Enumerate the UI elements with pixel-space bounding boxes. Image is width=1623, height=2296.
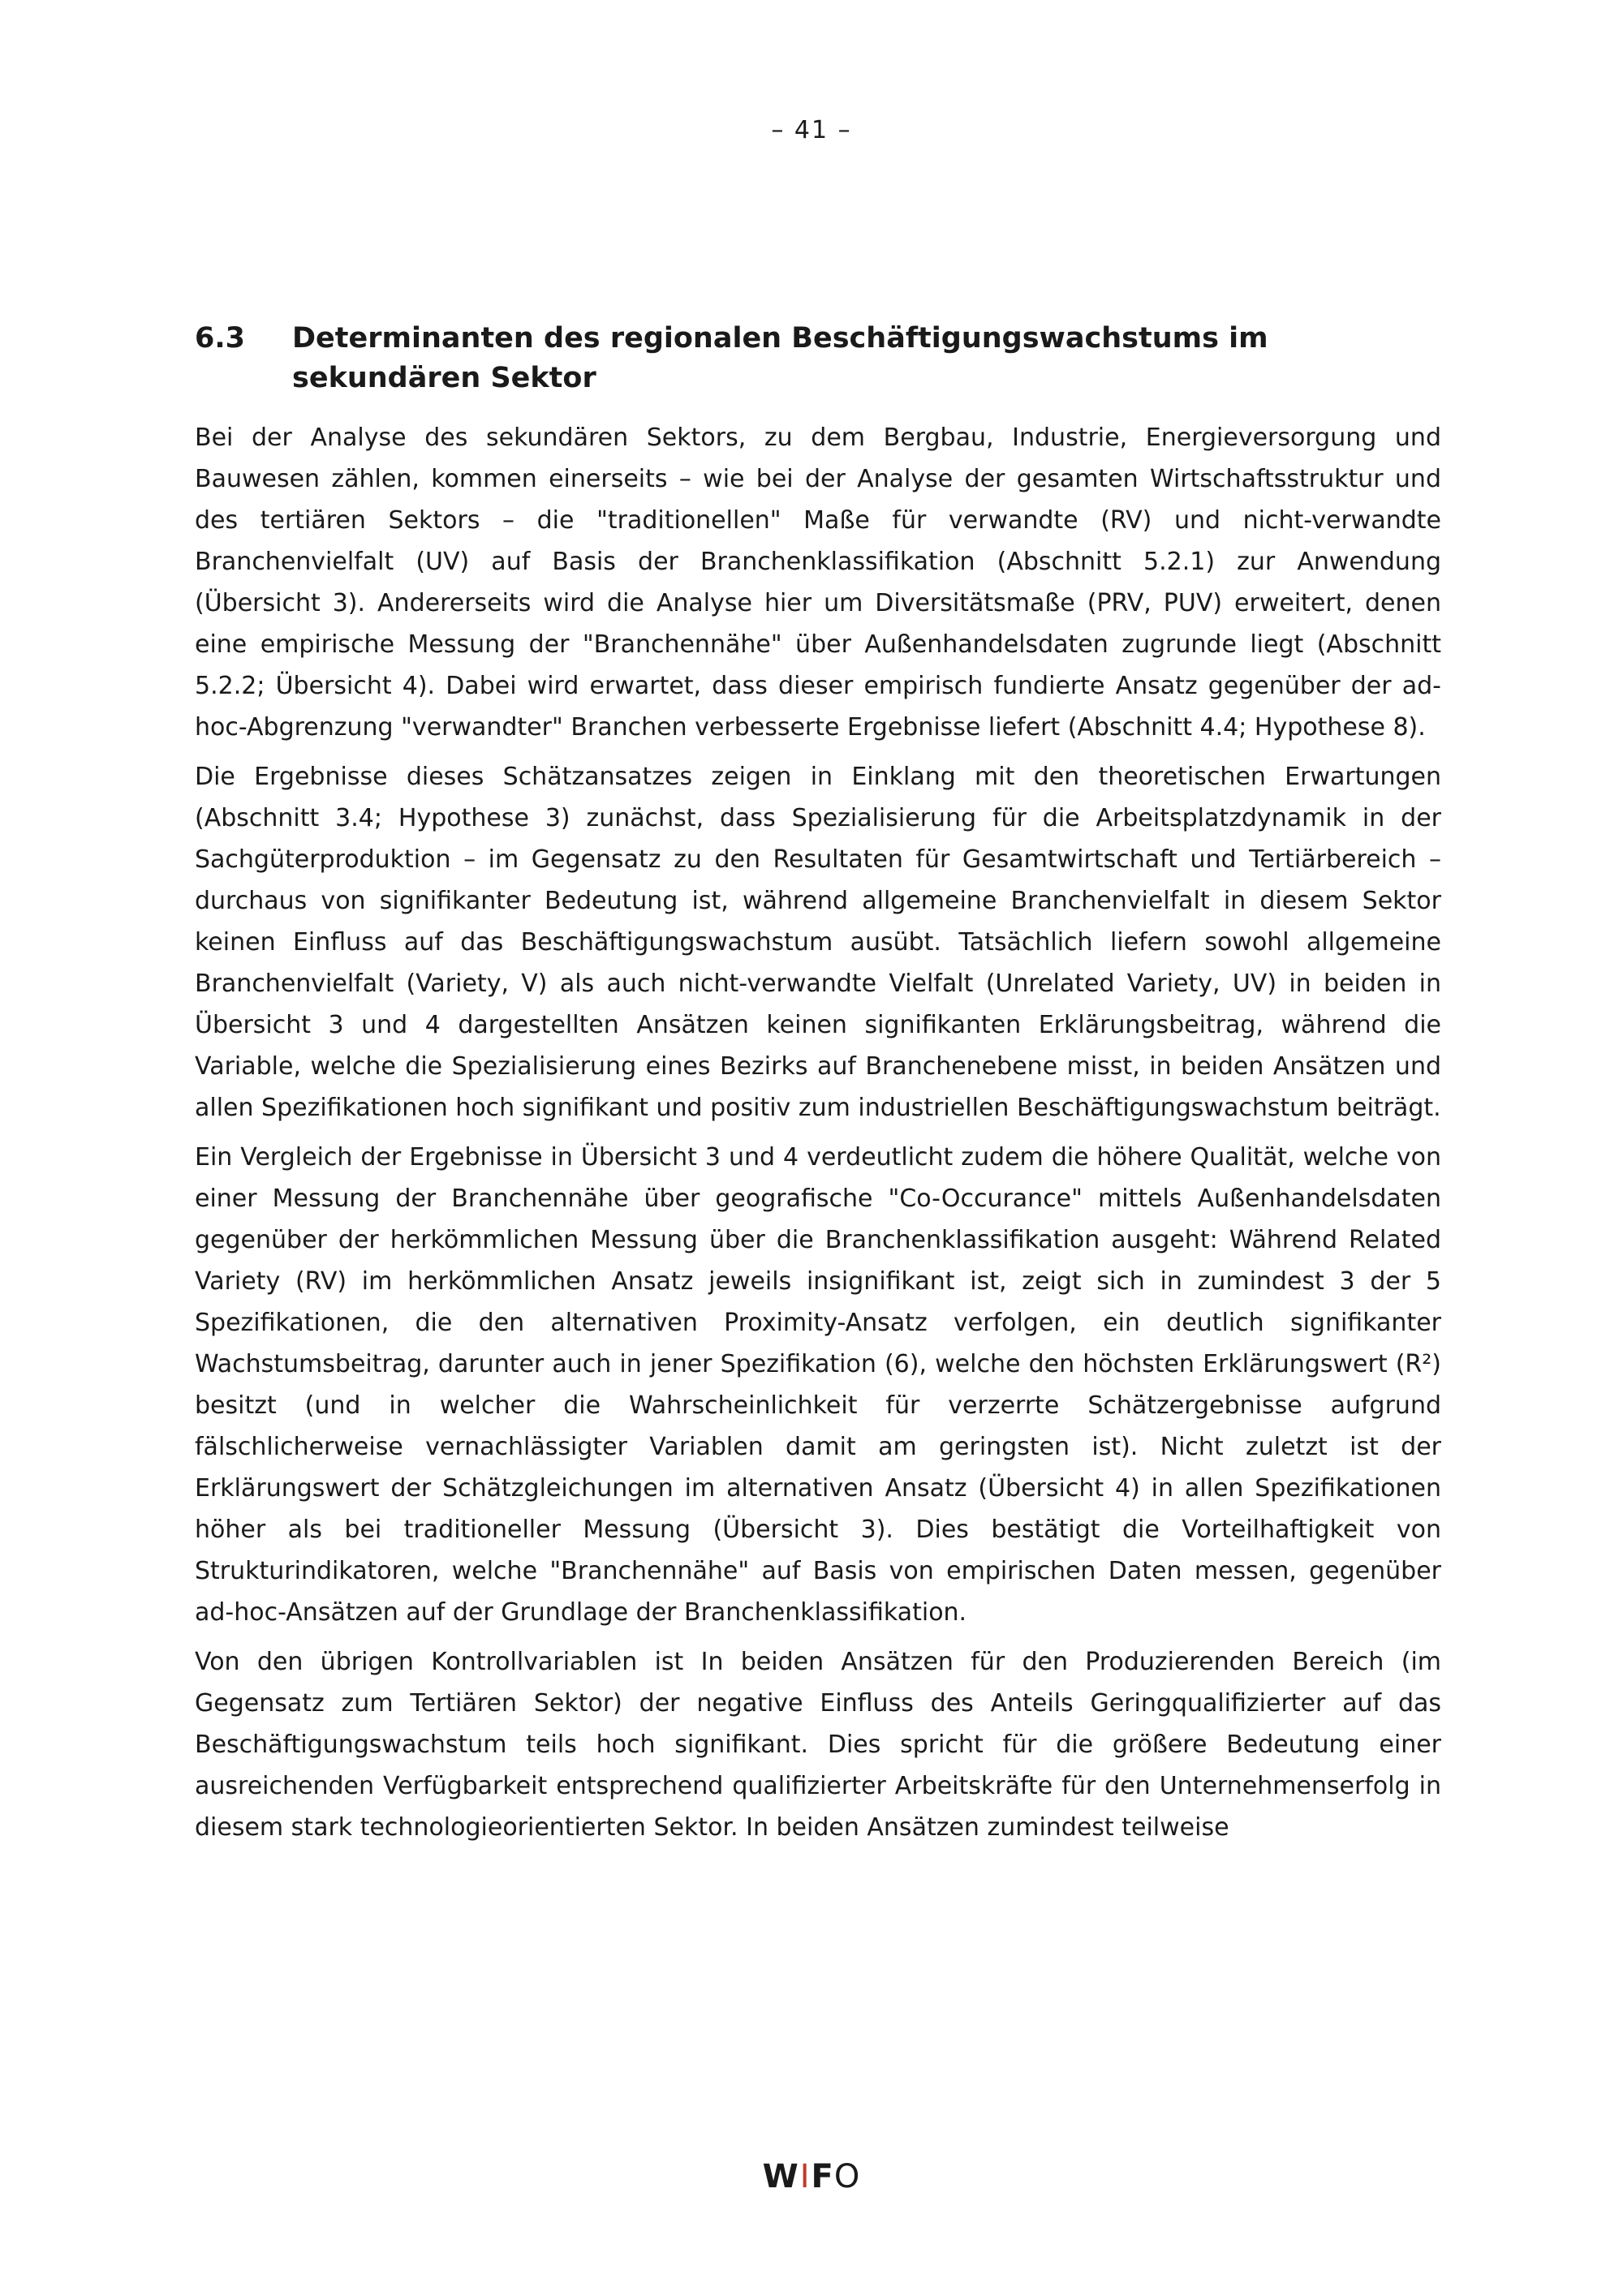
logo-letter-f: F: [811, 2158, 834, 2195]
body-text: [195, 417, 1441, 1856]
section-number: 6.3: [195, 322, 246, 355]
paragraph: Von den übrigen Kontrollvariablen ist In beiden Ansätzen für den Produzierenden Bereich (im Gegensatz zum Tertiären Sektor) der negative Einfluss des Anteils Geringqualifizierter auf das Beschäftigungswachstum teils hoch signifikant. Dies spricht für die größere Bedeutung einer ausreichenden Verfügbarkeit entsprechend qualifizierter Arbeitskräfte für den Unternehmenserfolg in diesem stark technologieorientierten Sektor. In beiden Ansätzen zumindest teilweise: [195, 1648, 1441, 1842]
paragraph: Ein Vergleich der Ergebnisse in Übersicht 3 und 4 verdeutlicht zudem die höhere Qualität, welche von einer Messung der Branchennähe über geografische "Co-Occurance" mittels Außenhandelsdaten gegenüber der herkömmlichen Messung über die Branchenklassifikation ausgeht: Während Related Variety (RV) im herkömmlichen Ansatz jeweils insignifikant ist, zeigt sich in zumindest 3 der 5 Spezifikationen, die den alternativen Proximity-Ansatz verfolgen, ein deutlich signifikanter Wachstumsbeitrag, darunter auch in jener Spezifikation (6), welche den höchsten Erklärungswert (R²) besitzt (und in welcher die Wahrscheinlichkeit für verzerrte Schätzergebnisse aufgrund fälschlicherweise vernachlässigter Variablen damit am geringsten ist). Nicht zuletzt ist der Erklärungswert der Schätzgleichungen im alternativen Ansatz (Übersicht 4) in allen Spezifikationen höher als bei traditioneller Messung (Übersicht 3). Dies bestätigt die Vorteilhaftigkeit von Strukturindikatoren, welche "Branchennähe" auf Basis von empirischen Daten messen, gegenüber ad-hoc-Ansätzen auf der Grundlage der Branchenklassifikation.: [195, 1143, 1441, 1627]
logo-letter-w: W: [762, 2158, 799, 2195]
section-title: Determinanten des regionalen Beschäftigungswachstums im sekundären Sektor: [292, 322, 1268, 394]
page-number: – 41 –: [771, 116, 852, 144]
wifo-logo: [0, 2158, 1623, 2195]
paragraph: Bei der Analyse des sekundären Sektors, zu dem Bergbau, Industrie, Energieversorgung und Bauwesen zählen, kommen einerseits – wie bei der Analyse der gesamten Wirtschaftsstruktur und des tertiären Sektors – die "traditionellen" Maße für verwandte (RV) und nicht-verwandte Branchenvielfalt (UV) auf Basis der Branchenklassifikation (Abschnitt 5.2.1) zur Anwendung (Übersicht 3). Andererseits wird die Analyse hier um Diversitätsmaße (PRV, PUV) erweitert, denen eine empirische Messung der "Branchennähe" über Außenhandelsdaten zugrunde liegt (Abschnitt 5.2.2; Übersicht 4). Dabei wird erwartet, dass dieser empirisch fundierte Ansatz gegenüber der ad-hoc-Abgrenzung "verwandter" Branchen verbesserte Ergebnisse liefert (Abschnitt 4.4; Hypothese 8).: [195, 424, 1441, 742]
logo-letter-o: O: [833, 2158, 861, 2195]
paragraph: Die Ergebnisse dieses Schätzansatzes zeigen in Einklang mit den theoretischen Erwartungen (Abschnitt 3.4; Hypothese 3) zunächst, dass Spezialisierung für die Arbeitsplatzdynamik in der Sachgüterproduktion – im Gegensatz zu den Resultaten für Gesamtwirtschaft und Tertiärbereich – durchaus von signifikanter Bedeutung ist, während allgemeine Branchenvielfalt in diesem Sektor keinen Einfluss auf das Beschäftigungswachstum ausübt. Tatsächlich liefern sowohl allgemeine Branchenvielfalt (Variety, V) als auch nicht-verwandte Vielfalt (Unrelated Variety, UV) in beiden in Übersicht 3 und 4 dargestellten Ansätzen keinen signifikanten Erklärungsbeitrag, während die Variable, welche die Spezialisierung eines Bezirks auf Branchenebene misst, in beiden Ansätzen und allen Spezifikationen hoch signifikant und positiv zum industriellen Beschäftigungswachstum beiträgt.: [195, 763, 1441, 1122]
logo-separator: I: [799, 2158, 811, 2195]
